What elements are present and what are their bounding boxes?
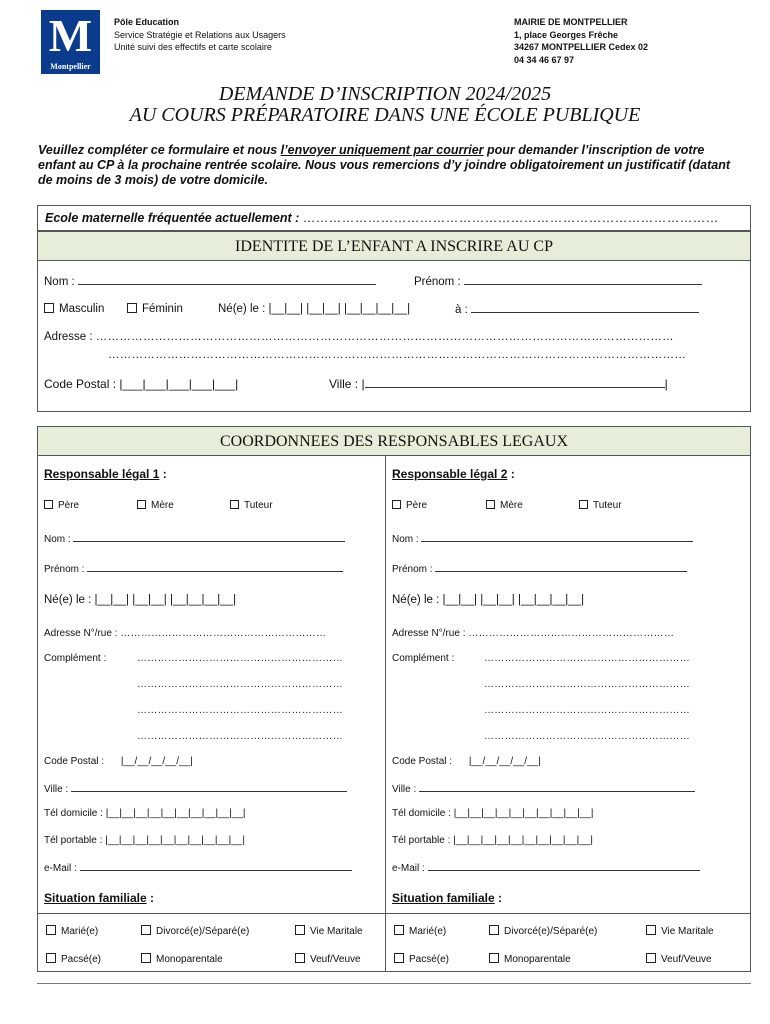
child-ville-field[interactable] [329,377,668,391]
r2-marie-box[interactable] [394,925,404,935]
header-right-line: 34267 MONTPELLIER Cedex 02 [514,42,649,52]
r2-monoparentale-checkbox[interactable] [489,953,571,965]
r1-complement-field[interactable] [44,653,379,664]
r2-tuteur-label: Tuteur [593,500,622,511]
r2-divorce-box[interactable] [489,925,499,935]
r1-veuf-checkbox[interactable] [295,953,361,965]
r2-pacse-label: Pacsé(e) [409,954,450,965]
r1-marie-checkbox[interactable] [46,925,98,937]
r2-prenom-line [435,562,687,572]
r1-complement-dots-4: …………………………………………………… [137,731,343,742]
r2-veuf-checkbox[interactable] [646,953,712,965]
intro-underlined: l’envoyer uniquement par courrier [280,143,484,157]
r1-email-field[interactable] [44,861,352,874]
r1-complement-dots-3: …………………………………………………… [137,705,343,716]
r1-pere-label: Père [58,500,80,511]
r2-title-colon: : [507,467,515,481]
r2-mere-checkbox[interactable] [486,500,523,511]
r2-veuf-box[interactable] [646,953,656,963]
r1-complement-dots-2: …………………………………………………… [137,679,343,690]
r1-mere-checkbox[interactable] [137,500,174,511]
feminin-checkbox[interactable] [127,303,183,315]
intro-part2: pour demander l’inscription de votre enfant au CP à la prochaine rentrée scolaire. Nous vous remercions d’y joindre obligatoirement un justificatif (datant de moins de 3 mois) de votre domicile. [38,143,731,187]
child-adresse-field[interactable] [44,331,744,343]
r1-divorce-box[interactable] [141,925,151,935]
r1-email-line [80,861,352,871]
r2-email-label: e-Mail : [392,863,425,874]
row-divider [38,913,750,914]
r2-mere-label: Mère [500,500,523,511]
r2-cp-label: Code Postal : [392,756,453,767]
r2-nom-label: Nom : [392,534,419,545]
masculin-box[interactable] [44,303,54,313]
r1-tuteur-box[interactable] [230,500,239,509]
r2-complement-field[interactable] [392,653,727,664]
r1-ville-field[interactable] [44,782,347,795]
r2-tel-domicile-label: Tél domicile : [392,808,451,819]
r2-email-line [428,861,700,871]
r1-birthdate-field[interactable] [44,594,236,606]
r1-prenom-label: Prénom : [44,564,85,575]
r1-complement-line3[interactable] [137,705,373,716]
r2-birthdate-field[interactable] [392,594,584,606]
child-ville-label: Ville : [329,377,359,391]
footer-divider [37,983,751,984]
r1-cp-boxes: |__/__/__/__/__| [120,756,193,767]
responsables-title: COORDONNEES DES RESPONSABLES LEGAUX [38,427,750,456]
child-nom-label: Nom : [44,276,75,288]
child-cp-boxes: |___|___|___|___|___| [119,377,239,391]
r1-veuf-label: Veuf/Veuve [310,954,361,965]
feminin-label: Féminin [142,303,183,315]
r1-pacse-checkbox[interactable] [46,953,101,965]
r2-pere-label: Père [406,500,428,511]
header-left-line: Service Stratégie et Relations aux Usagers [114,29,286,40]
r2-complement-dots-3: …………………………………………………… [484,705,690,716]
montpellier-logo [41,10,100,74]
r1-cp-label: Code Postal : [44,756,105,767]
r2-cp-boxes: |__/__/__/__/__| [468,756,541,767]
r2-adresse-dots: …………………………………………………… [468,628,675,639]
child-adresse-dots-2: ………………………………………………………………………………………………………………………………… [108,349,687,361]
r2-situation-title [392,891,502,905]
header-left-line: Unité suivi des effectifs et carte scolaire [114,42,272,52]
r2-prenom-label: Prénom : [392,564,433,575]
child-ville-line [365,378,665,388]
r1-divorce-label: Divorcé(e)/Séparé(e) [156,926,250,937]
column-divider [385,456,386,942]
header-right-line: 04 34 46 67 97 [514,54,575,65]
responsables-section [37,426,751,972]
r1-mere-label: Mère [151,500,174,511]
child-birthplace-field[interactable] [455,303,699,316]
r1-mere-box[interactable] [137,500,146,509]
r1-nom-label: Nom : [44,534,71,545]
r2-tel-portable-boxes: |__|__|__|__|__|__|__|__|__|__| [453,835,593,846]
header-right-line: 1, place Georges Frêche [514,29,619,40]
r2-pacse-box[interactable] [394,953,404,963]
r2-pere-box[interactable] [392,500,401,509]
r2-situation-text: Situation familiale [392,891,495,905]
r1-complement-dots: …………………………………………………… [137,653,343,664]
header-right-line: MAIRIE DE MONTPELLIER [514,17,628,27]
r1-monoparentale-label: Monoparentale [156,954,223,965]
r1-email-label: e-Mail : [44,863,77,874]
r2-monoparentale-label: Monoparentale [504,954,571,965]
form-title: DEMANDE D’INSCRIPTION 2024/2025 [218,83,552,105]
ecole-dots: …………………………………………………………………………………… [302,211,719,225]
r1-tel-portable-field[interactable] [44,835,245,846]
r1-title-colon: : [159,467,167,481]
r2-marie-checkbox[interactable] [394,925,446,937]
header-left-line: Pôle Education [114,17,180,27]
r1-complement-label: Complément : [44,653,107,664]
r1-nom-line [73,532,345,542]
feminin-box[interactable] [127,303,137,313]
r2-veuf-label: Veuf/Veuve [661,954,712,965]
r1-monoparentale-box[interactable] [141,953,151,963]
r1-tel-domicile-field[interactable] [44,808,246,819]
child-ville-bar-right: | [664,377,668,391]
r1-veuf-box[interactable] [295,953,305,963]
r2-ville-line [419,782,695,792]
identite-section [37,231,751,412]
r2-mere-box[interactable] [486,500,495,509]
child-cp-label: Code Postal : [44,377,117,391]
r1-pere-checkbox[interactable] [44,500,79,511]
r2-tuteur-box[interactable] [579,500,588,509]
header-left [114,16,286,54]
r1-title [44,467,167,481]
r1-vie-maritale-label: Vie Maritale [310,926,363,937]
r1-monoparentale-checkbox[interactable] [141,953,223,965]
r2-monoparentale-box[interactable] [489,953,499,963]
r1-tuteur-checkbox[interactable] [230,500,273,511]
r2-complement-line3[interactable] [484,705,720,716]
r1-prenom-line [87,562,343,572]
r2-adresse-field[interactable] [392,628,727,639]
child-adresse-dots: ………………………………………………………………………………………………………………………………… [95,331,674,343]
header-right [514,16,648,66]
child-cp-field[interactable] [44,377,238,391]
r1-marie-label: Marié(e) [61,926,99,937]
r2-pere-checkbox[interactable] [392,500,427,511]
r1-tel-portable-boxes: |__|__|__|__|__|__|__|__|__|__| [105,835,245,846]
identite-title: IDENTITE DE L’ENFANT A INSCRIRE AU CP [38,232,750,261]
r1-complement-line4[interactable] [137,731,373,742]
r1-adresse-label: Adresse N°/rue : [44,628,118,639]
r1-tuteur-label: Tuteur [244,500,273,511]
r2-nom-line [421,532,693,542]
child-birthdate-label: Né(e) le : |__|__| |__|__| |__|__|__|__| [218,303,411,315]
intro-part1: Veuillez compléter ce formulaire et nous [38,143,281,157]
r2-situation-colon: : [494,891,503,905]
r1-situation-title [44,891,154,905]
child-birthplace-line [471,303,699,313]
r2-adresse-label: Adresse N°/rue : [392,628,466,639]
r1-divorce-checkbox[interactable] [141,925,249,937]
logo-text: Montpellier [50,62,91,71]
r1-pacse-label: Pacsé(e) [61,954,102,965]
r1-ville-label: Ville : [44,784,69,795]
r2-tel-domicile-field[interactable] [392,808,594,819]
r2-tel-domicile-boxes: |__|__|__|__|__|__|__|__|__|__| [453,808,594,819]
r2-divorce-label: Divorcé(e)/Séparé(e) [504,926,598,937]
r2-tel-portable-label: Tél portable : [392,835,451,846]
r2-marie-label: Marié(e) [409,926,447,937]
r2-title-text: Responsable légal 2 [392,467,508,481]
r1-situation-text: Situation familiale [44,891,147,905]
child-birthplace-label: à : [455,304,468,316]
r2-vie-maritale-label: Vie Maritale [661,926,714,937]
intro-text [38,143,738,188]
child-nom-line [78,275,376,285]
r1-complement-line2[interactable] [137,679,373,690]
child-prenom-field[interactable] [414,275,702,288]
r2-complement-line4[interactable] [484,731,720,742]
r1-tel-domicile-label: Tél domicile : [44,808,103,819]
r2-ville-label: Ville : [392,784,417,795]
ecole-label: Ecole maternelle fréquentée actuellement : [45,211,303,225]
masculin-checkbox[interactable] [44,303,104,315]
r1-adresse-dots: …………………………………………………… [120,628,327,639]
logo-letter: M [48,10,93,61]
row-divider-vertical [385,913,386,971]
r2-nom-field[interactable] [392,532,693,545]
r1-vie-maritale-checkbox[interactable] [295,925,363,937]
r1-pere-box[interactable] [44,500,53,509]
r2-divorce-checkbox[interactable] [489,925,597,937]
r1-nom-field[interactable] [44,532,345,545]
r2-title [392,467,515,481]
child-ville-bar-left: | [361,377,365,391]
r2-tel-portable-field[interactable] [392,835,593,846]
r1-title-text: Responsable légal 1 [44,467,160,481]
child-adresse-line2[interactable] [108,349,744,361]
child-nom-field[interactable] [44,275,376,288]
r2-complement-dots-4: …………………………………………………… [484,731,690,742]
child-birthdate-field[interactable] [218,303,410,315]
r2-cp-field[interactable] [392,756,541,767]
r2-complement-line2[interactable] [484,679,720,690]
r1-marie-box[interactable] [46,925,56,935]
r2-vie-maritale-box[interactable] [646,925,656,935]
masculin-label: Masculin [59,303,105,315]
r1-prenom-field[interactable] [44,562,343,575]
r2-complement-dots: …………………………………………………… [484,653,690,664]
r2-vie-maritale-checkbox[interactable] [646,925,714,937]
r2-complement-label: Complément : [392,653,455,664]
r1-tel-domicile-boxes: |__|__|__|__|__|__|__|__|__|__| [105,808,246,819]
r2-tuteur-checkbox[interactable] [579,500,622,511]
r2-complement-dots-2: …………………………………………………… [484,679,690,690]
r1-situation-colon: : [146,891,155,905]
r1-vie-maritale-box[interactable] [295,925,305,935]
child-adresse-label: Adresse : [44,331,93,343]
r1-birthdate-label: Né(e) le : |__|__| |__|__| |__|__|__|__| [44,594,237,606]
r1-pacse-box[interactable] [46,953,56,963]
child-prenom-label: Prénom : [414,276,461,288]
r2-birthdate-label: Né(e) le : |__|__| |__|__| |__|__|__|__| [392,594,585,606]
ecole-field[interactable] [37,205,751,231]
r2-prenom-field[interactable] [392,562,687,575]
r1-ville-line [71,782,347,792]
form-subtitle: AU COURS PRÉPARATOIRE DANS UNE ÉCOLE PUBLIQUE [129,104,641,126]
r2-pacse-checkbox[interactable] [394,953,449,965]
r1-cp-field[interactable] [44,756,193,767]
child-prenom-line [464,275,702,285]
r1-tel-portable-label: Tél portable : [44,835,103,846]
r1-adresse-field[interactable] [44,628,379,639]
r2-ville-field[interactable] [392,782,695,795]
r2-email-field[interactable] [392,861,700,874]
